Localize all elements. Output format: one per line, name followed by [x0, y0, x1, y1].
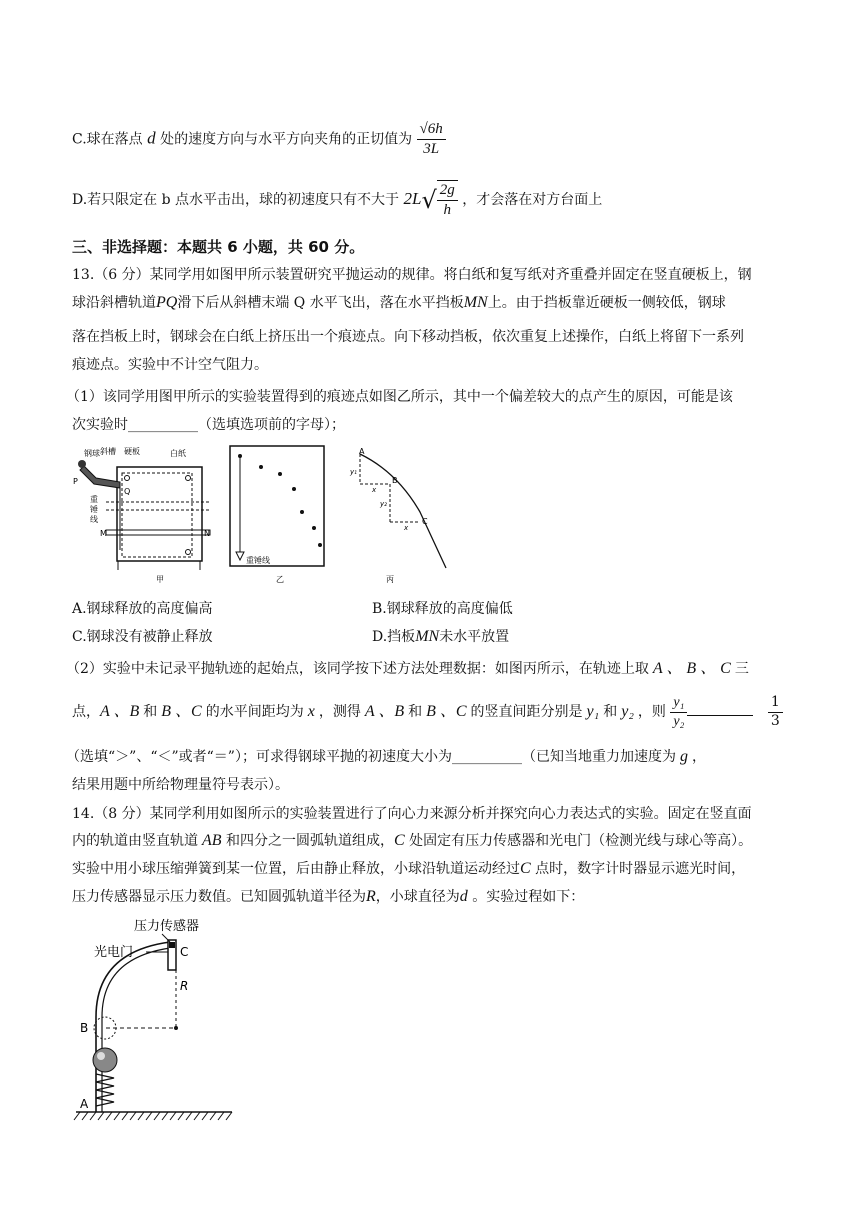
svg-text:P: P [73, 477, 78, 486]
q13-part2-line4: 结果用题中所给物理量符号表示）。 [72, 777, 289, 793]
q14-line1: 14.（8 分）某同学利用如图所示的实验装置进行了向心力来源分析并探究向心力表达式的实验。固定在竖直面 [72, 806, 752, 822]
svg-text:重: 重 [90, 495, 98, 504]
q13-line1: 13.（6 分）某同学用如图甲所示装置研究平抛运动的规律。将白纸和复写纸对齐重叠并固定在竖直硬板上，钢 [72, 267, 752, 283]
svg-text:x: x [372, 486, 377, 494]
q13-line4: 痕迹点。实验中不计空气阻力。 [72, 357, 268, 373]
q13-line3: 落在挡板上时，钢球会在白纸上挤压出一个痕迹点。向下移动挡板，依次重复上述操作，白纸上将留下一系列 [72, 329, 744, 345]
q13-part2-line3: （选填“＞”、“＜”或者“＝”）；可求得钢球平抛的初速度大小为__________（已知当地重力加速度为 g ， [66, 748, 706, 765]
q13-line2: 球沿斜槽轨道PQ滑下后从斜槽末端 Q 水平飞出，落在水平挡板MN上。由于挡板靠近硬板一侧较低，钢球 [72, 294, 726, 311]
figure-jia [70, 442, 220, 586]
section-heading: 三、非选择题：本题共 6 小题，共 60 分。 [72, 238, 365, 256]
svg-text:y₁: y₁ [350, 468, 357, 476]
option-d: D.若只限定在 b 点水平击出，球的初速度只有不大于 2L√ $\frac{2g}{h}$ ，才会落在对方台面上 [72, 182, 603, 218]
option-c-fraction: $\frac{√6h}{3L}$ [417, 120, 446, 159]
svg-text:白纸: 白纸 [170, 449, 186, 458]
option-d-fraction: $\frac{2g}{h}$ [437, 180, 458, 220]
svg-text:M: M [100, 529, 107, 538]
svg-text:光电门: 光电门 [94, 945, 134, 960]
svg-text:A: A [359, 447, 365, 456]
svg-text:甲: 甲 [156, 575, 164, 584]
figure-bing [342, 442, 452, 586]
q13-part2-line1: （2）实验中未记录平抛轨迹的起始点，该同学按下述方法处理数据：如图丙所示，在轨迹上取 A 、 B 、 C 三 [66, 660, 749, 677]
q13-option-b: B.钢球释放的高度偏低 [372, 601, 513, 617]
svg-text:乙: 乙 [276, 575, 284, 584]
svg-text:C: C [180, 945, 189, 959]
q13-option-d: D.挡板MN未水平放置 [372, 628, 510, 645]
svg-text:重锤线: 重锤线 [246, 556, 270, 565]
svg-text:A: A [80, 1097, 89, 1111]
svg-text:B: B [80, 1021, 89, 1035]
svg-text:丙: 丙 [386, 575, 394, 584]
svg-text:Q: Q [124, 487, 131, 496]
q13-part2-line2: 点，A 、B 和 B 、C 的水平间距均为 x ，测得 A 、B 和 B 、C 的竖直间距分别是 y₁ 和 y₂ ，则 $\frac{\text{y₁}}{\text{y₂}}$ $\frac{1}{3}$ [72, 694, 783, 730]
q14-line4: 压力传感器显示压力数值。已知圆弧轨道半径为R，小球直径为d 。实验过程如下： [72, 888, 585, 905]
q13-option-c: C.钢球没有被静止释放 [72, 629, 213, 645]
figure-yi [224, 442, 334, 586]
svg-text:y₂: y₂ [380, 500, 387, 508]
svg-text:硬板: 硬板 [124, 447, 140, 456]
q14-line2: 内的轨道由竖直轨道 AB 和四分之一圆弧轨道组成，C 处固定有压力传感器和光电门（检测光线与球心等高）。 [72, 832, 753, 849]
q13-part1-line1: （1）该同学用图甲所示的实验装置得到的痕迹点如图乙所示，其中一个偏差较大的点产生的原因，可能是该 [66, 389, 733, 405]
svg-text:压力传感器: 压力传感器 [134, 919, 200, 934]
q13-option-a: A.钢球释放的高度偏高 [72, 601, 213, 617]
q13-part1-line2: 次实验时__________（选填选项前的字母）； [72, 417, 345, 433]
svg-text:斜槽: 斜槽 [100, 447, 116, 456]
svg-text:x: x [404, 524, 409, 532]
svg-text:N: N [204, 529, 210, 538]
svg-text:钢球: 钢球 [84, 449, 100, 458]
figure-q14-apparatus [72, 912, 236, 1124]
svg-text:线: 线 [90, 515, 98, 524]
option-c: C.球在落点 d 处的速度方向与水平方向夹角的正切值为 $\frac{√6h}{3L}$ [72, 120, 446, 159]
q14-line3: 实验中用小球压缩弹簧到某一位置，后由静止释放，小球沿轨道运动经过C 点时，数字计时器显示遮光时间， [72, 860, 746, 877]
svg-text:C: C [422, 517, 428, 526]
svg-text:B: B [392, 476, 398, 485]
svg-text:锤: 锤 [90, 505, 98, 514]
svg-text:R: R [180, 979, 189, 993]
